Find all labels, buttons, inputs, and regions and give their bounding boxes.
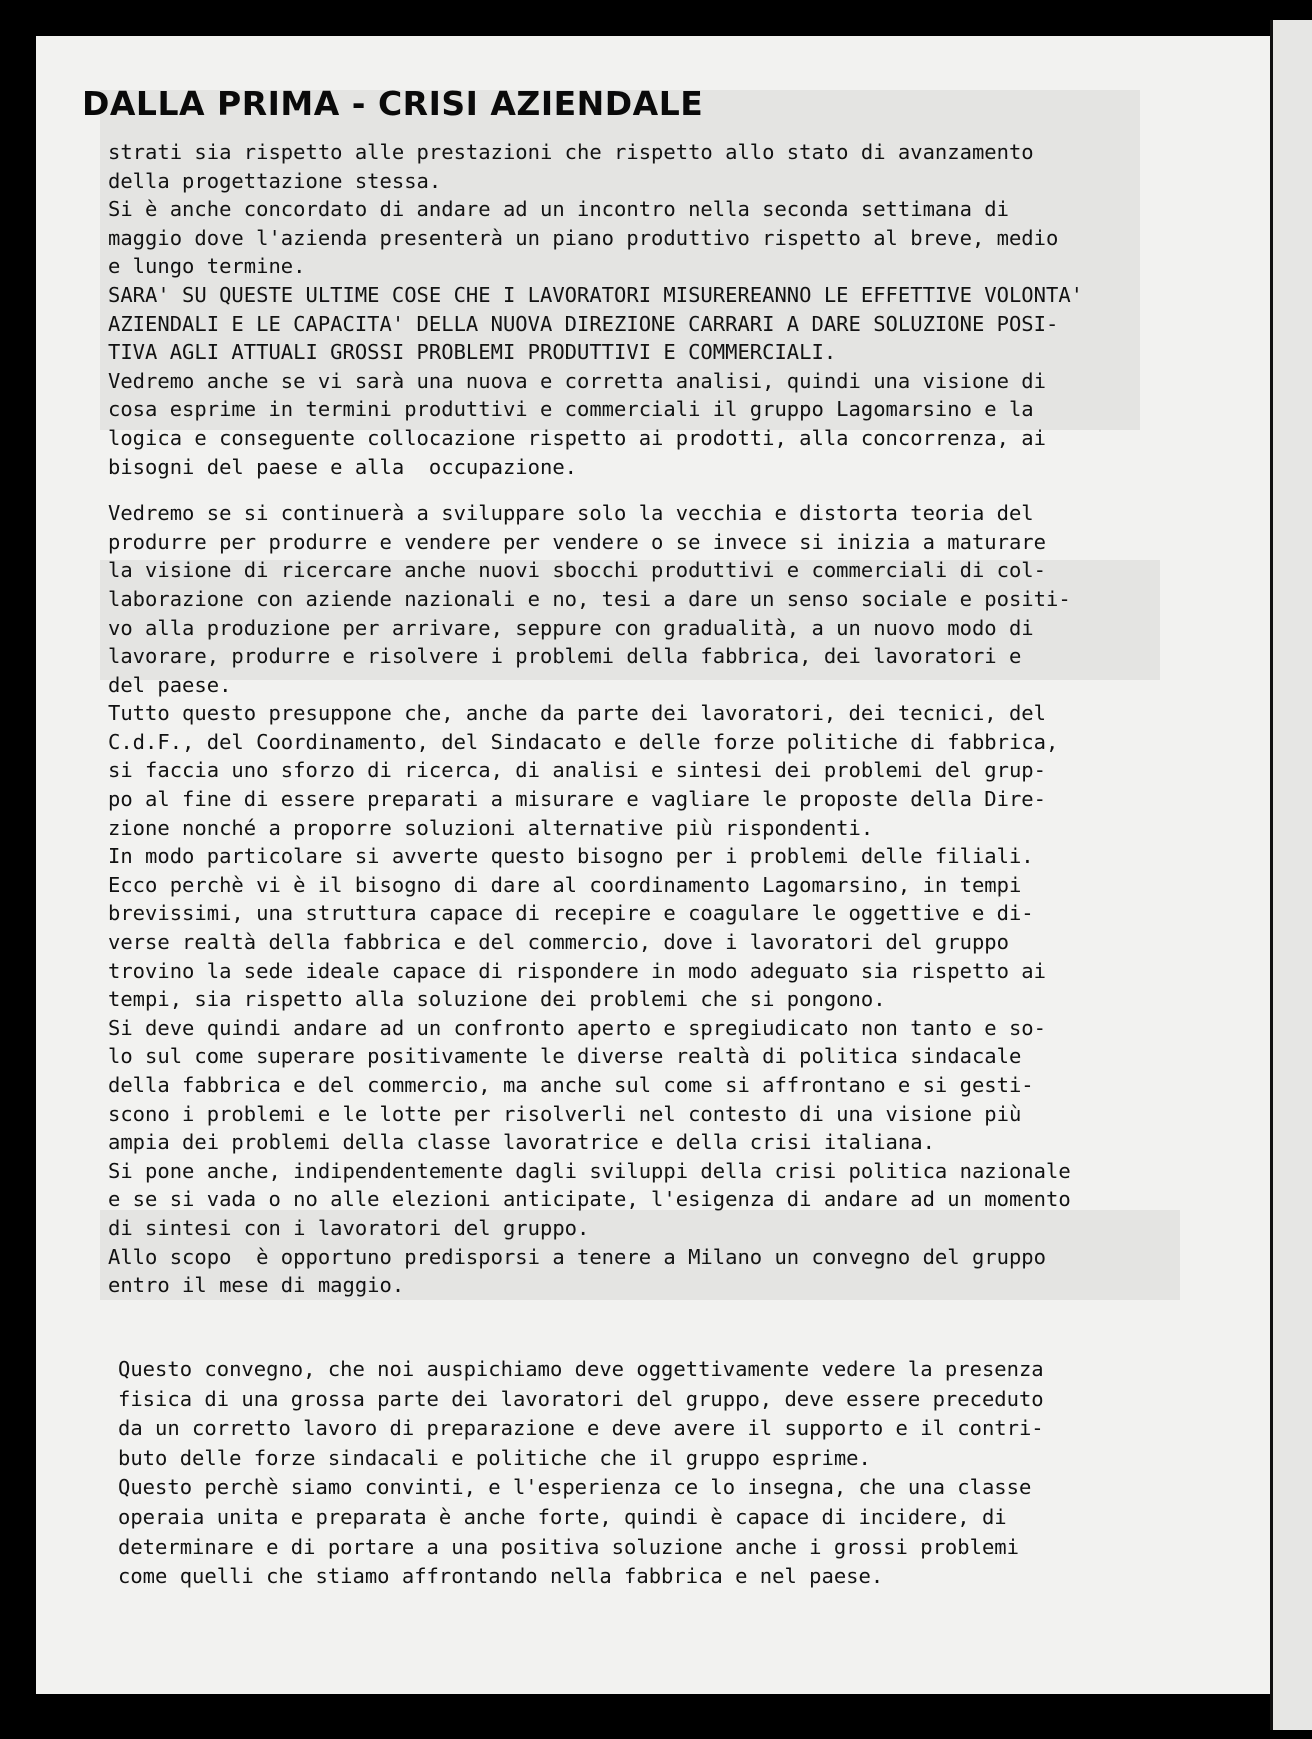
text-line: si faccia uno sforzo di ricerca, di analisi e sintesi dei problemi del grup- [108,758,1046,783]
text-line: Questo perchè siamo convinti, e l'esperienza ce lo insegna, che una classe [118,1475,1032,1500]
text-line: entro il mese di maggio. [108,1273,405,1298]
text-line: del paese. [108,672,232,697]
text-line: tempi, sia rispetto alla soluzione dei problemi che si pongono. [108,987,886,1012]
text-line: di sintesi con i lavoratori del gruppo. [108,1215,590,1240]
text-line: po al fine di essere preparati a misurare e vagliare le proposte della Dire- [108,787,1046,812]
text-line: Tutto questo presuppone che, anche da parte dei lavoratori, dei tecnici, del [108,701,1046,726]
text-line: ampia dei problemi della classe lavoratrice e della crisi italiana. [108,1130,935,1155]
text-line: Vedremo se si continuerà a sviluppare solo la vecchia e distorta teoria del [108,501,1034,526]
text-line: TIVA AGLI ATTUALI GROSSI PROBLEMI PRODUTTIVI E COMMERCIALI. [108,340,837,365]
text-line: Vedremo anche se vi sarà una nuova e corretta analisi, quindi una visione di [108,368,1046,393]
text-line: determinare e di portare a una positiva soluzione anche i grossi problemi [118,1534,1019,1559]
text-line: come quelli che stiamo affrontando nella fabbrica e nel paese. [118,1564,884,1589]
paragraph-spacer [108,481,1263,499]
text-line: e lungo termine. [108,254,306,279]
text-line: la visione di ricercare anche nuovi sbocchi produttivi e commerciali di col- [108,558,1046,583]
text-line: vo alla produzione per arrivare, seppure con gradualità, a un nuovo modo di [108,615,1034,640]
text-line: Ecco perchè vi è il bisogno di dare al coordinamento Lagomarsino, in tempi [108,872,1022,897]
text-line: buto delle forze sindacali e politiche che il gruppo esprime. [118,1445,871,1470]
text-line: Allo scopo è opportuno predisporsi a tenere a Milano un convegno del gruppo [108,1244,1046,1269]
text-line: bisogni del paese e alla occupazione. [108,454,577,479]
text-line: operaia unita e preparata è anche forte, quindi è capace di incidere, di [118,1504,1007,1529]
page-edge-strip [1270,20,1312,1730]
text-line: Si pone anche, indipendentemente dagli sviluppi della crisi politica nazionale [108,1158,1071,1183]
article-body [108,138,1263,1300]
closing-paragraph [118,1355,1258,1592]
text-line: della fabbrica e del commercio, ma anche sul come si affrontano e si gesti- [108,1073,1034,1097]
text-line: brevissimi, una struttura capace di recepire e coagulare le oggettive e di- [108,901,1034,926]
text-line: fisica di una grossa parte dei lavoratori del gruppo, deve essere preceduto [118,1386,1044,1411]
text-line: zione nonché a proporre soluzioni alternative più rispondenti. [108,815,874,840]
text-line: e se si vada o no alle elezioni anticipate, l'esigenza di andare ad un momento [108,1187,1071,1212]
text-line: trovino la sede ideale capace di rispondere in modo adeguato sia rispetto ai [108,958,1046,983]
text-line: verse realtà della fabbrica e del commercio, dove i lavoratori del gruppo [108,930,1009,955]
section-heading: DALLA PRIMA - CRISI AZIENDALE [82,84,704,123]
text-line: Si è anche concordato di andare ad un incontro nella seconda settimana di [108,197,1009,222]
text-line: produrre per produrre e vendere per vendere o se invece si inizia a maturare [108,529,1046,554]
text-line: da un corretto lavoro di preparazione e deve avere il supporto e il contri- [118,1416,1044,1441]
text-line: In modo particolare si avverte questo bisogno per i problemi delle filiali. [108,844,1034,869]
text-line: maggio dove l'azienda presenterà un piano produttivo rispetto al breve, medio [108,225,1059,250]
text-line: SARA' SU QUESTE ULTIME COSE CHE I LAVORATORI MISUREREANNO LE EFFETTIVE VOLONTA' [108,282,1084,307]
text-line: della progettazione stessa. [108,168,442,193]
text-line: AZIENDALI E LE CAPACITA' DELLA NUOVA DIREZIONE CARRARI A DARE SOLUZIONE POSI- [108,311,1059,336]
text-line: scono i problemi e le lotte per risolverli nel contesto di una visione più [108,1101,1022,1126]
text-line: strati sia rispetto alle prestazioni che rispetto allo stato di avanzamento [108,140,1034,164]
text-line: laborazione con aziende nazionali e no, tesi a dare un senso sociale e positi- [108,586,1071,611]
text-line: lavorare, produrre e risolvere i problemi della fabbrica, dei lavoratori e [108,644,1022,669]
text-line: Questo convegno, che noi auspichiamo deve oggettivamente vedere la presenza [118,1357,1044,1381]
text-line: logica e conseguente collocazione rispetto ai prodotti, alla concorrenza, ai [108,425,1046,450]
text-line: cosa esprime in termini produttivi e commerciali il gruppo Lagomarsino e la [108,397,1034,422]
text-line: lo sul come superare positivamente le diverse realtà di politica sindacale [108,1044,1022,1069]
text-line: Si deve quindi andare ad un confronto aperto e spregiudicato non tanto e so- [108,1015,1046,1040]
text-line: C.d.F., del Coordinamento, del Sindacato e delle forze politiche di fabbrica, [108,729,1059,754]
